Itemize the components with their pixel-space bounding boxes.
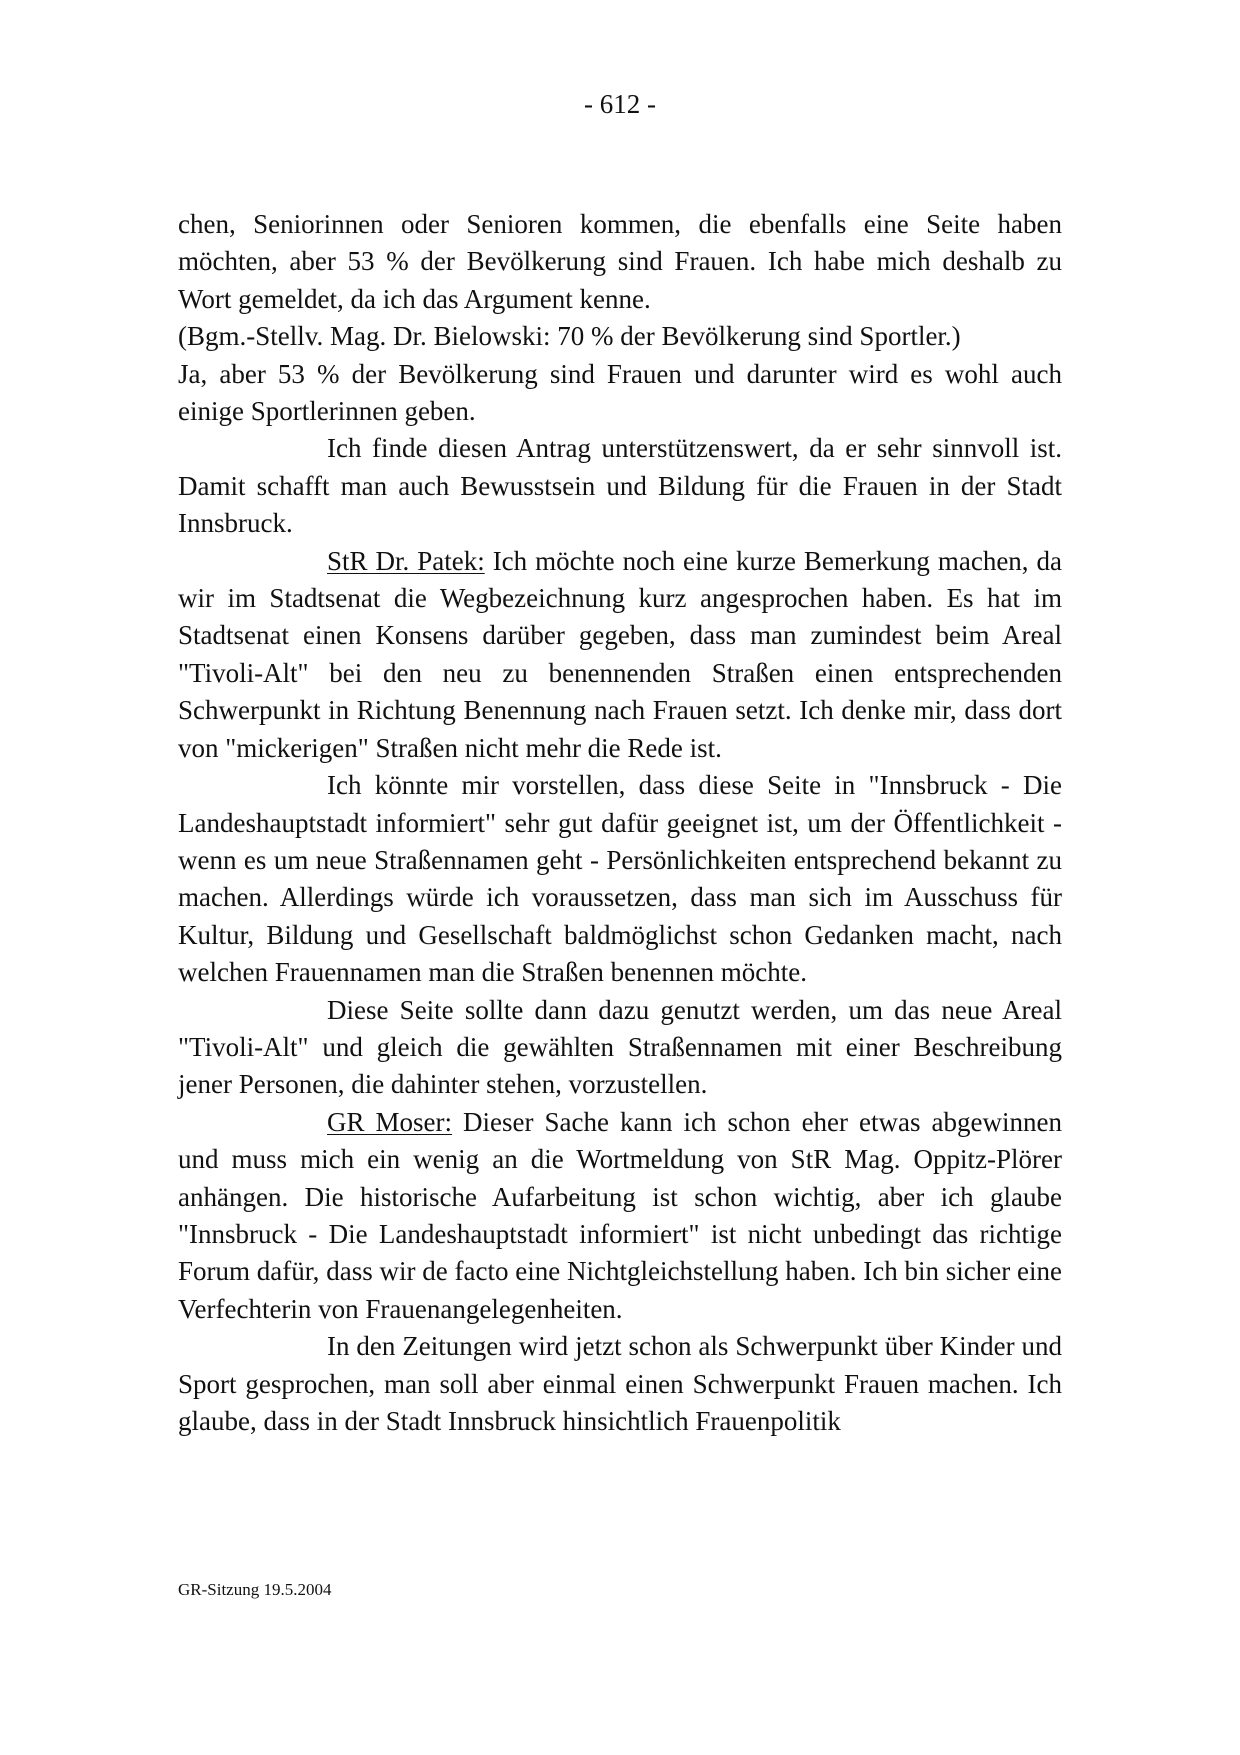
speech-text-patek: Ich möchte noch eine kurze Bemerkung machen, da wir im Stadtsenat die Wegbezeichnung kurz angesprochen haben. Es hat im Stadtsenat einen Konsens darüber gegeben, dass man zumindest beim Areal "Tivoli-Alt" bei den neu zu benennenden Straßen einen entsprechenden Schwerpunkt in Richtung Benennung nach Frauen setzt. Ich denke mir, dass dort von "mickerigen" Straßen nicht mehr die Rede ist. — [178, 545, 1063, 763]
document-body — [178, 206, 1062, 1440]
paragraph-patek-tivoli: Diese Seite sollte dann dazu genutzt werden, um das neue Areal "Tivoli-Alt" und gleich die gewählten Straßennamen mit einer Beschreibung jener Personen, die dahinter stehen, vorzustellen. — [178, 994, 1062, 1100]
paragraph-reply: Ja, aber 53 % der Bevölkerung sind Frauen und darunter wird es wohl auch einige Sportlerinnen geben. — [178, 358, 1062, 427]
paragraph-patek — [178, 543, 1062, 767]
paragraph-moser-newspapers: In den Zeitungen wird jetzt schon als Schwerpunkt über Kinder und Sport gesprochen, man soll aber einmal einen Schwerpunkt Frauen machen. Ich glaube, dass in der Stadt Innsbruck hinsichtlich Frauenpolitik — [178, 1331, 1062, 1436]
paragraph-continuation: chen, Seniorinnen oder Senioren kommen, die ebenfalls eine Seite haben möchten, aber 53 % der Bevölkerung sind Frauen. Ich habe mich deshalb zu Wort gemeldet, da ich das Argument kenne. — [178, 209, 1062, 314]
speaker-name-moser: GR Moser: — [327, 1106, 453, 1137]
paragraph-patek-proposal: Ich könnte mir vorstellen, dass diese Seite in "Innsbruck - Die Landeshauptstadt informiert" sehr gut dafür geeignet ist, um der Öffentlichkeit - wenn es um neue Straßennamen geht - Persönlichkeiten entsprechend bekannt zu machen. Allerdings würde ich voraussetzen, dass man sich im Ausschuss für Kultur, Bildung und Gesellschaft baldmöglichst schon Gedanken macht, nach welchen Frauennamen man die Straßen benennen möchte. — [178, 770, 1062, 988]
footer-session-date: GR-Sitzung 19.5.2004 — [178, 1580, 332, 1599]
paragraph-support-motion: Ich finde diesen Antrag unterstützenswert, da er sehr sinnvoll ist. Damit schafft man auch Bewusstsein und Bildung für die Frauen in der Stadt Innsbruck. — [178, 433, 1062, 539]
speech-text-moser: Dieser Sache kann ich schon eher etwas abgewinnen und muss mich ein wenig an die Wortmeldung von StR Mag. Oppitz-Plörer anhängen. Die historische Aufarbeitung ist schon wichtig, aber ich glaube "Innsbruck - Die Landeshauptstadt informiert" ist nicht unbedingt das richtige Forum dafür, dass wir de facto eine Nichtgleichstellung haben. Ich bin sicher eine Verfechterin von Frauenangelegenheiten. — [178, 1106, 1063, 1324]
speaker-name-patek: StR Dr. Patek: — [327, 545, 485, 576]
interjection-bielowski: (Bgm.-Stellv. Mag. Dr. Bielowski: 70 % der Bevölkerung sind Sportler.) — [178, 321, 961, 352]
paragraph-moser — [178, 1104, 1062, 1328]
page-number: - 612 - — [584, 89, 656, 119]
